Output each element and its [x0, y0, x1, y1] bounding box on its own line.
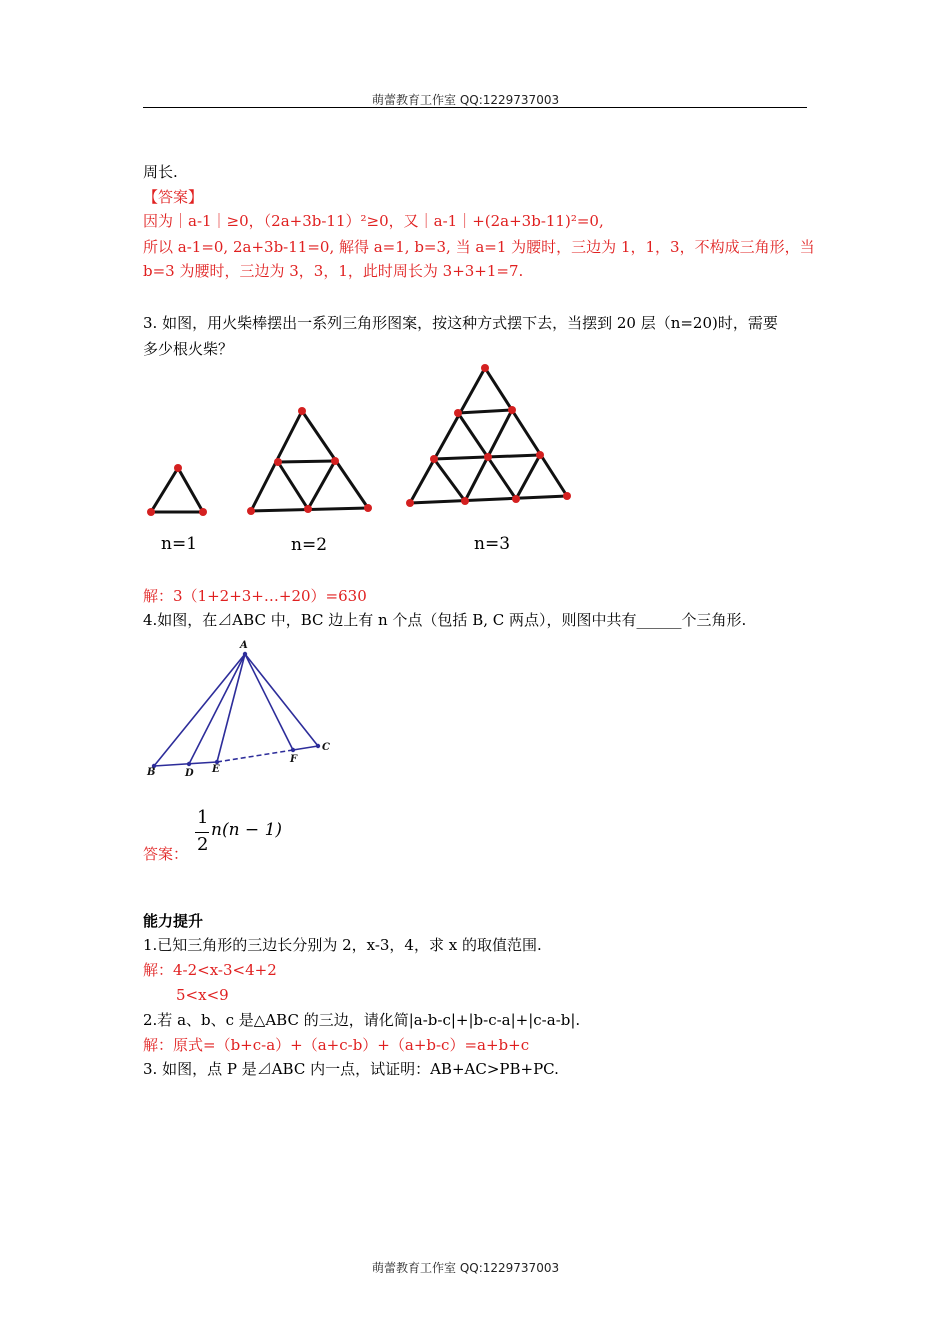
answer-line: b=3 为腰时，三边为 3，3，1，此时周长为 3+3+1=7. — [143, 262, 524, 280]
point-label-f: F — [290, 754, 298, 765]
solution-3: 解：3（1+2+3+…+20）=630 — [143, 587, 367, 605]
point-label-e: E — [212, 764, 220, 775]
text-line: 周长. — [143, 163, 178, 181]
question-4: 4.如图，在⊿ABC 中，BC 边上有 n 个点（包括 B, C 两点），则图中共有______个三角形. — [143, 611, 747, 629]
page-footer: 萌蕾教育工作室 QQ:1229737003 — [372, 1261, 560, 1275]
question-3-line2: 多少根火柴？ — [143, 340, 234, 358]
point-label-a: A — [240, 640, 248, 651]
formula-fraction-bar — [195, 832, 209, 833]
answer-heading: 【答案】 — [143, 188, 204, 206]
problem-1-solution-2: 5<x<9 — [176, 986, 229, 1004]
figure-label-n2: n=2 — [291, 535, 328, 555]
answer-line: 所以 a-1=0, 2a+3b-11=0, 解得 a=1, b=3, 当 a=1 为腰时，三边为 1，1，3，不构成三角形，当 — [143, 238, 815, 256]
problem-3: 3. 如图，点 P 是⊿ABC 内一点，试证明：AB+AC>PB+PC. — [143, 1060, 559, 1078]
problem-1-solution-1: 解：4-2<x-3<4+2 — [143, 961, 277, 979]
answer-4-label: 答案： — [143, 845, 189, 863]
problem-1: 1.已知三角形的三边长分别为 2，x-3，4，求 x 的取值范围. — [143, 936, 542, 954]
formula-denominator: 2 — [197, 834, 209, 855]
formula-tail: n(n − 1) — [211, 820, 283, 840]
question-3-line1: 3. 如图，用火柴棒摆出一系列三角形图案，按这种方式摆下去，当摆到 20 层（n=20)时，需要 — [143, 314, 778, 332]
answer-line: 因为｜a-1｜≥0，（2a+3b-11）²≥0，又｜a-1｜+(2a+3b-11)²=0, — [143, 212, 604, 230]
problem-2-solution: 解：原式=（b+c-a）+（a+c-b）+（a+b-c）=a+b+c — [143, 1036, 530, 1054]
problem-2: 2.若 a、b、c 是△ABC 的三边，请化简|a-b-c|+|b-c-a|+|c-a-b|. — [143, 1011, 581, 1029]
figure-label-n3: n=3 — [474, 534, 511, 554]
point-label-b: B — [147, 767, 156, 778]
section-title: 能力提升 — [143, 912, 204, 930]
point-label-d: D — [185, 768, 194, 779]
page-header: 萌蕾教育工作室 QQ:1229737003 — [372, 93, 560, 107]
point-label-c: C — [322, 742, 330, 753]
figure-label-n1: n=1 — [161, 534, 198, 554]
formula-numerator: 1 — [197, 807, 209, 828]
